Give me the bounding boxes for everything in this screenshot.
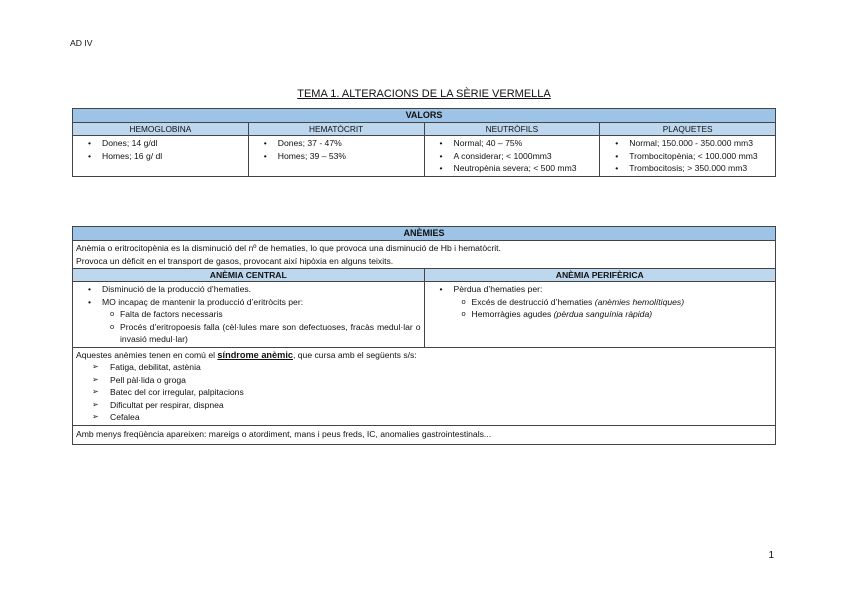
list-item: o Procés d’eritropoesis falla (cèl·lules mare son defectuoses, fracàs medul·lar o invasió medul·lar)	[76, 321, 421, 346]
column-header-central: ANÈMIA CENTRAL	[73, 269, 425, 282]
list-item: • A considerar; < 1000mm3	[428, 150, 597, 163]
symptom-item: ➢ Dificultat per respirar, dispnea	[76, 399, 772, 412]
syndrome-intro	[76, 349, 772, 362]
item-note: (pèrdua sanguínia ràpida)	[553, 309, 653, 319]
list-item: • Neutropènia severa; < 500 mm3	[428, 162, 597, 175]
column-header-hemoglobina: HEMOGLOBINA	[73, 123, 249, 136]
list-item: • Trombocitopènia; < 100.000 mm3	[603, 150, 772, 163]
list-item	[428, 296, 773, 309]
column-header-neutrofils: NEUTRÒFILS	[424, 123, 600, 136]
anemies-table	[72, 226, 776, 445]
list-item: • Dones; 14 g/dl	[76, 137, 245, 150]
list-item	[428, 308, 773, 321]
syndrome-suffix: , que cursa amb el següents s/s:	[293, 349, 417, 360]
valors-table	[72, 108, 776, 177]
item-text: Excés de destrucció d’hematies	[471, 296, 593, 307]
symptom-item: ➢ Pell pàl·lida o groga	[76, 374, 772, 387]
document-header-label: AD IV	[70, 38, 93, 48]
page-number: 1	[768, 550, 774, 561]
central-content	[73, 282, 425, 348]
syndrome-term: síndrome anèmic	[217, 349, 293, 360]
hematocrit-values	[248, 136, 424, 177]
list-item: • Homes; 16 g/ dl	[76, 150, 245, 163]
list-item: • Normal; 150.000 - 350.000 mm3	[603, 137, 772, 150]
anemies-heading: ANÈMIES	[73, 227, 776, 241]
symptom-item: ➢ Fatiga, debilitat, astènia	[76, 361, 772, 374]
list-item: • Trombocitosis; > 350.000 mm3	[603, 162, 772, 175]
intro-line-1: Anèmia o eritrocitopènia es la disminució del nº de hematies, lo que provoca una disminució de Hb i hematòcrit.	[76, 243, 501, 253]
symptom-item: ➢ Cefalea	[76, 411, 772, 424]
list-item: • Pèrdua d’hematies per:	[428, 283, 773, 296]
list-item: • Dones; 37 - 47%	[252, 137, 421, 150]
anemies-intro	[73, 241, 776, 269]
plaquetes-values	[600, 136, 776, 177]
intro-line-2: Provoca un dèficit en el transport de gasos, provocant així hipòxia en alguns teixits.	[76, 255, 394, 266]
syndrome-section	[73, 347, 776, 425]
column-header-plaquetes: PLAQUETES	[600, 123, 776, 136]
hemoglobina-values	[73, 136, 249, 177]
item-text: Hemorràgies agudes	[471, 309, 552, 319]
list-item: o Falta de factors necessaris	[76, 308, 421, 321]
column-header-periferica: ANÈMIA PERIFÈRICA	[424, 269, 776, 282]
symptom-item: ➢ Batec del cor irregular, palpitacions	[76, 386, 772, 399]
less-frequent-row: Amb menys freqüència apareixen: mareigs o atordiment, mans i peus freds, IC, anomalies gastrointestinals...	[73, 425, 776, 445]
list-item: • Homes; 39 – 53%	[252, 150, 421, 163]
item-note: (anèmies hemolítiques)	[594, 296, 685, 307]
list-item: • Disminució de la producció d’hematies.	[76, 283, 421, 296]
neutrofils-values	[424, 136, 600, 177]
periferica-content	[424, 282, 776, 348]
column-header-hematocrit: HEMATÒCRIT	[248, 123, 424, 136]
list-item: • Normal; 40 – 75%	[428, 137, 597, 150]
list-item: • MO incapaç de mantenir la producció d’eritròcits per:	[76, 296, 421, 309]
valors-heading: VALORS	[73, 109, 776, 123]
page-title: TEMA 1. ALTERACIONS DE LA SÈRIE VERMELLA	[297, 88, 551, 100]
syndrome-prefix: Aquestes anèmies tenen en comú el	[76, 349, 216, 360]
